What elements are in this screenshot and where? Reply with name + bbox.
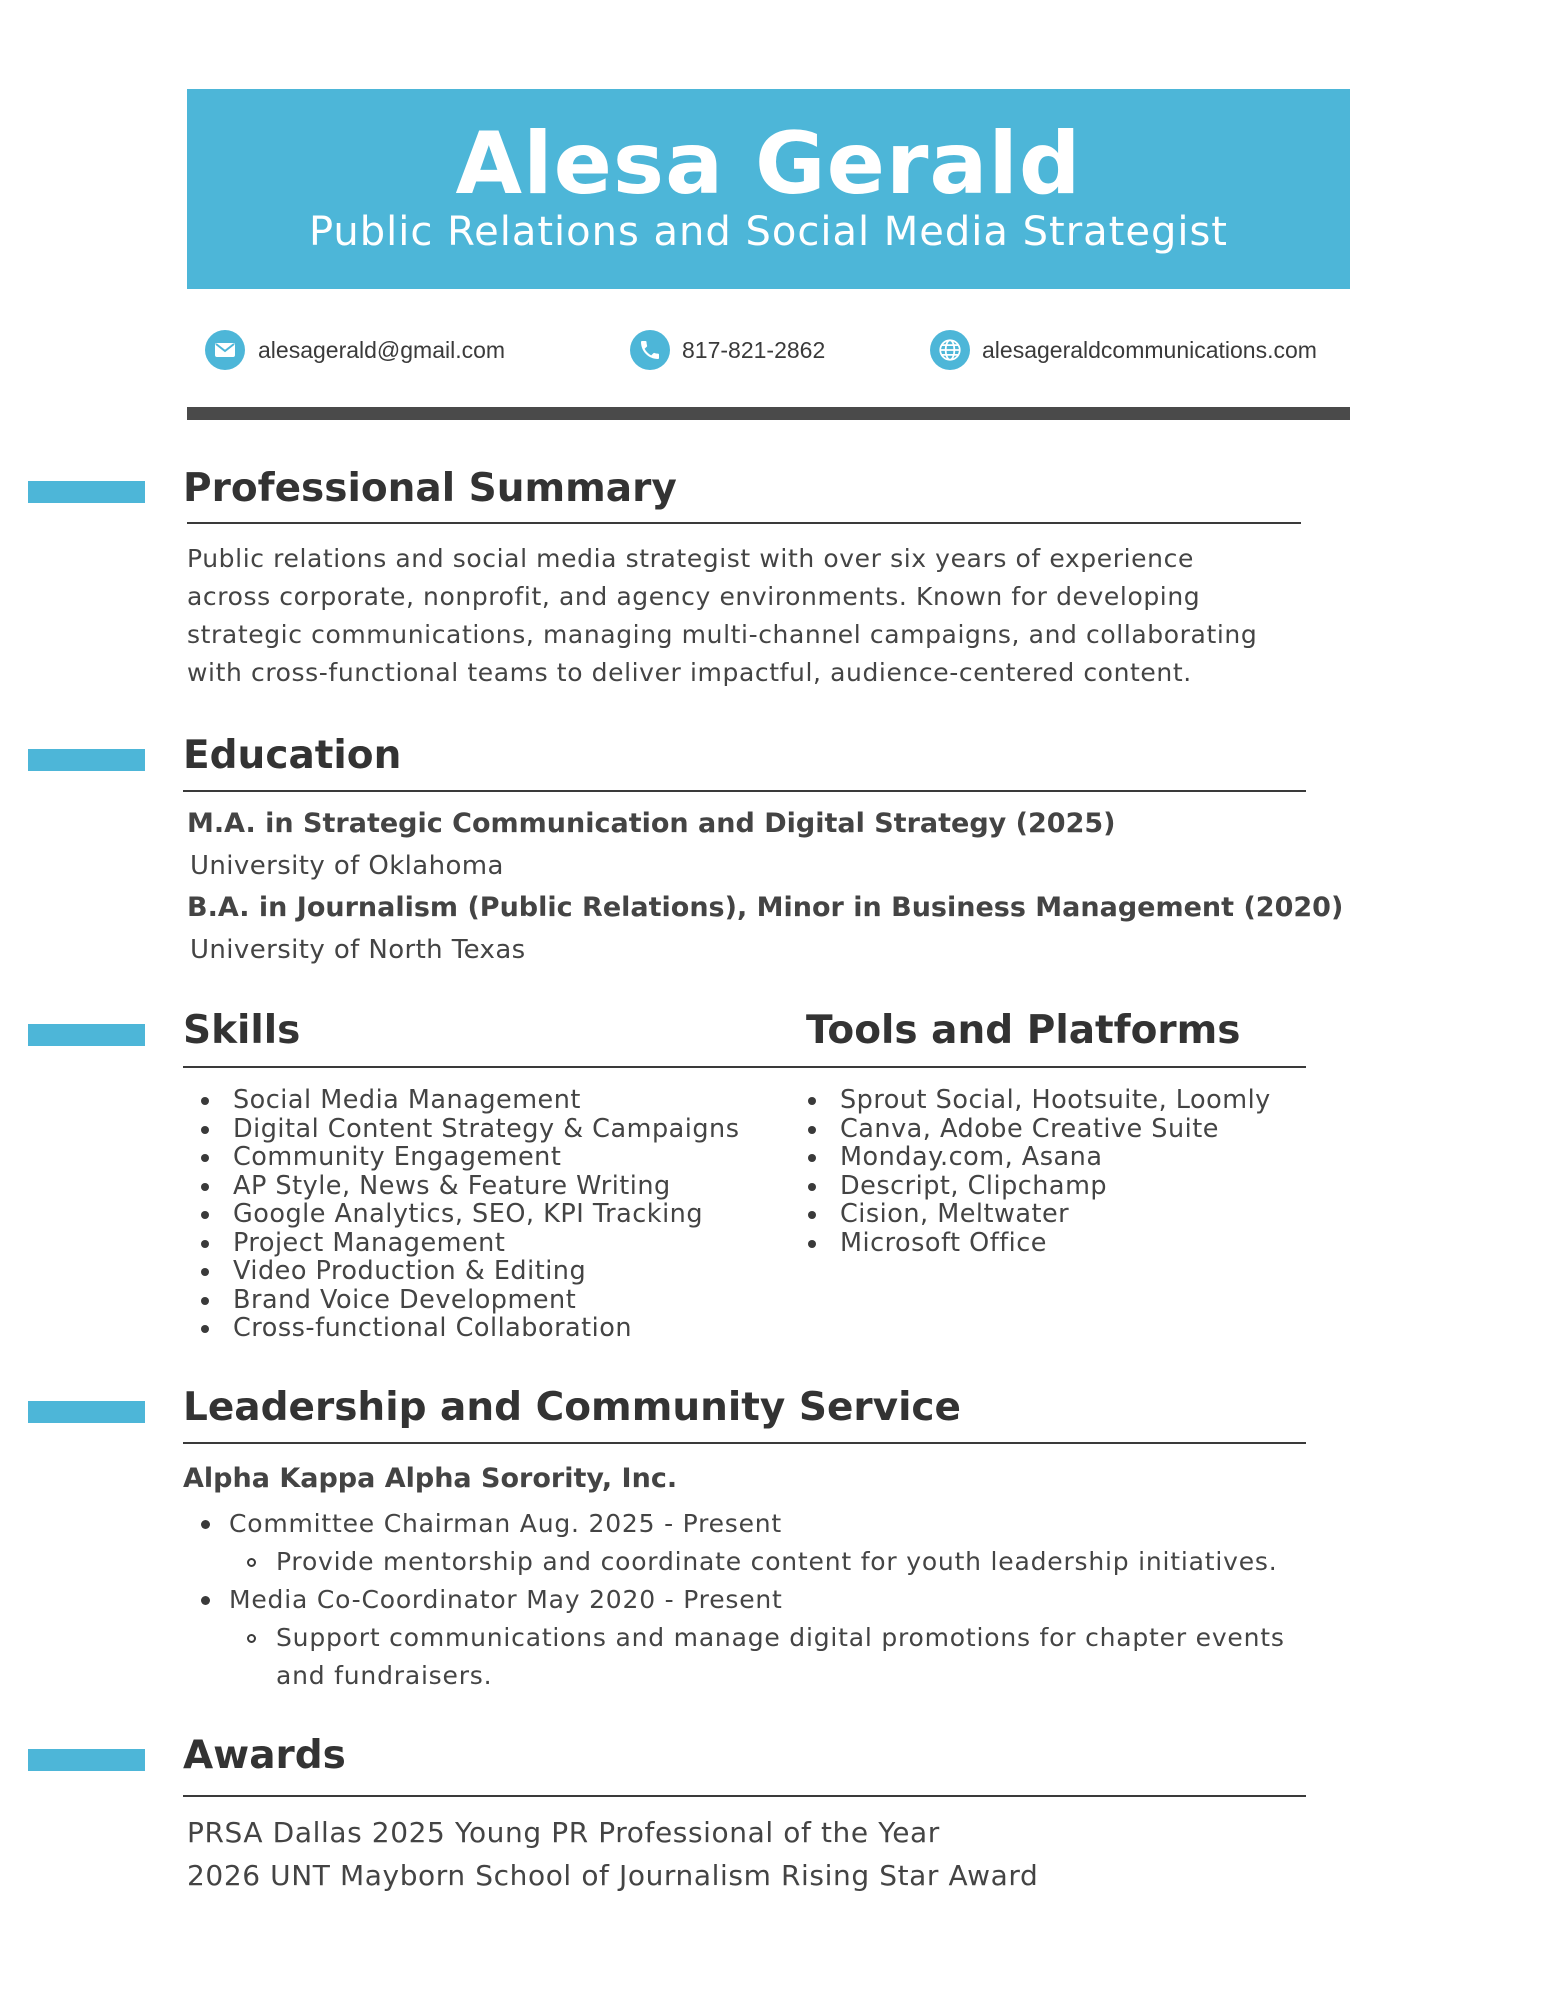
list-item: Brand Voice Development xyxy=(187,1286,739,1315)
skills-list xyxy=(187,1086,739,1343)
section-title-tools: Tools and Platforms xyxy=(806,1008,1241,1053)
section-accent-bar xyxy=(28,481,145,503)
section-title-awards: Awards xyxy=(183,1733,346,1778)
list-item: AP Style, News & Feature Writing xyxy=(187,1172,739,1201)
list-item: Canva, Adobe Creative Suite xyxy=(794,1115,1271,1144)
role-detail: and fundraisers. xyxy=(276,1661,493,1690)
section-title-skills: Skills xyxy=(183,1008,301,1053)
list-item: Cision, Meltwater xyxy=(794,1200,1271,1229)
section-title-leadership: Leadership and Community Service xyxy=(183,1385,962,1430)
summary-line: Public relations and social media strategist with over six years of experience xyxy=(187,544,1194,573)
bullet-dot xyxy=(201,1520,210,1529)
list-item: Video Production & Editing xyxy=(187,1257,739,1286)
role-title: Committee Chairman Aug. 2025 - Present xyxy=(229,1509,783,1538)
section-rule xyxy=(183,1066,1306,1068)
section-title-summary: Professional Summary xyxy=(183,466,677,511)
candidate-name: Alesa Gerald xyxy=(455,114,1082,214)
role-detail: Support communications and manage digital promotions for chapter events xyxy=(276,1623,1285,1652)
section-accent-bar xyxy=(28,1749,145,1771)
list-item: Digital Content Strategy & Campaigns xyxy=(187,1115,739,1144)
sub-bullet-dot xyxy=(247,1634,256,1643)
email-link[interactable]: alesagerald@gmail.com xyxy=(258,337,506,363)
list-item: Cross-functional Collaboration xyxy=(187,1314,739,1343)
list-item: Sprout Social, Hootsuite, Loomly xyxy=(794,1086,1271,1115)
list-item: Google Analytics, SEO, KPI Tracking xyxy=(187,1200,739,1229)
summary-text xyxy=(187,540,1307,692)
section-rule xyxy=(187,522,1301,524)
list-item: Community Engagement xyxy=(187,1143,739,1172)
candidate-title: Public Relations and Social Media Strategist xyxy=(309,209,1228,255)
degree-title: M.A. in Strategic Communication and Digital Strategy (2025) xyxy=(187,808,1116,839)
list-item: Monday.com, Asana xyxy=(794,1143,1271,1172)
role-detail: Provide mentorship and coordinate content for youth leadership initiatives. xyxy=(276,1547,1278,1576)
list-item: Microsoft Office xyxy=(794,1229,1271,1258)
summary-line: strategic communications, managing multi-channel campaigns, and collaborating xyxy=(187,620,1258,649)
summary-line: with cross-functional teams to deliver impactful, audience-centered content. xyxy=(187,658,1192,687)
section-rule xyxy=(183,1795,1306,1797)
section-rule xyxy=(183,1442,1306,1444)
list-item: Social Media Management xyxy=(187,1086,739,1115)
website-link[interactable]: alesageraldcommunications.com xyxy=(982,337,1317,363)
phone-icon xyxy=(630,330,670,370)
degree-title: B.A. in Journalism (Public Relations), Minor in Business Management (2020) xyxy=(187,892,1344,923)
award-item: 2026 UNT Mayborn School of Journalism Rising Star Award xyxy=(187,1859,1039,1892)
globe-icon xyxy=(930,330,970,370)
section-accent-bar xyxy=(28,1401,145,1423)
envelope-icon xyxy=(205,330,245,370)
section-title-education: Education xyxy=(183,733,402,778)
school-name: University of North Texas xyxy=(190,935,526,965)
summary-line: across corporate, nonprofit, and agency environments. Known for developing xyxy=(187,582,1201,611)
award-item: PRSA Dallas 2025 Young PR Professional of the Year xyxy=(187,1816,940,1849)
section-rule xyxy=(183,790,1306,792)
tools-list xyxy=(794,1086,1271,1257)
section-accent-bar xyxy=(28,749,145,771)
section-accent-bar xyxy=(28,1024,145,1046)
phone-number[interactable]: 817-821-2862 xyxy=(682,337,826,363)
role-title: Media Co-Coordinator May 2020 - Present xyxy=(229,1585,783,1614)
bullet-dot xyxy=(201,1596,210,1605)
organization-name: Alpha Kappa Alpha Sorority, Inc. xyxy=(183,1463,678,1494)
list-item: Project Management xyxy=(187,1229,739,1258)
school-name: University of Oklahoma xyxy=(190,851,504,881)
header-divider xyxy=(187,407,1350,420)
list-item: Descript, Clipchamp xyxy=(794,1172,1271,1201)
sub-bullet-dot xyxy=(247,1558,256,1567)
